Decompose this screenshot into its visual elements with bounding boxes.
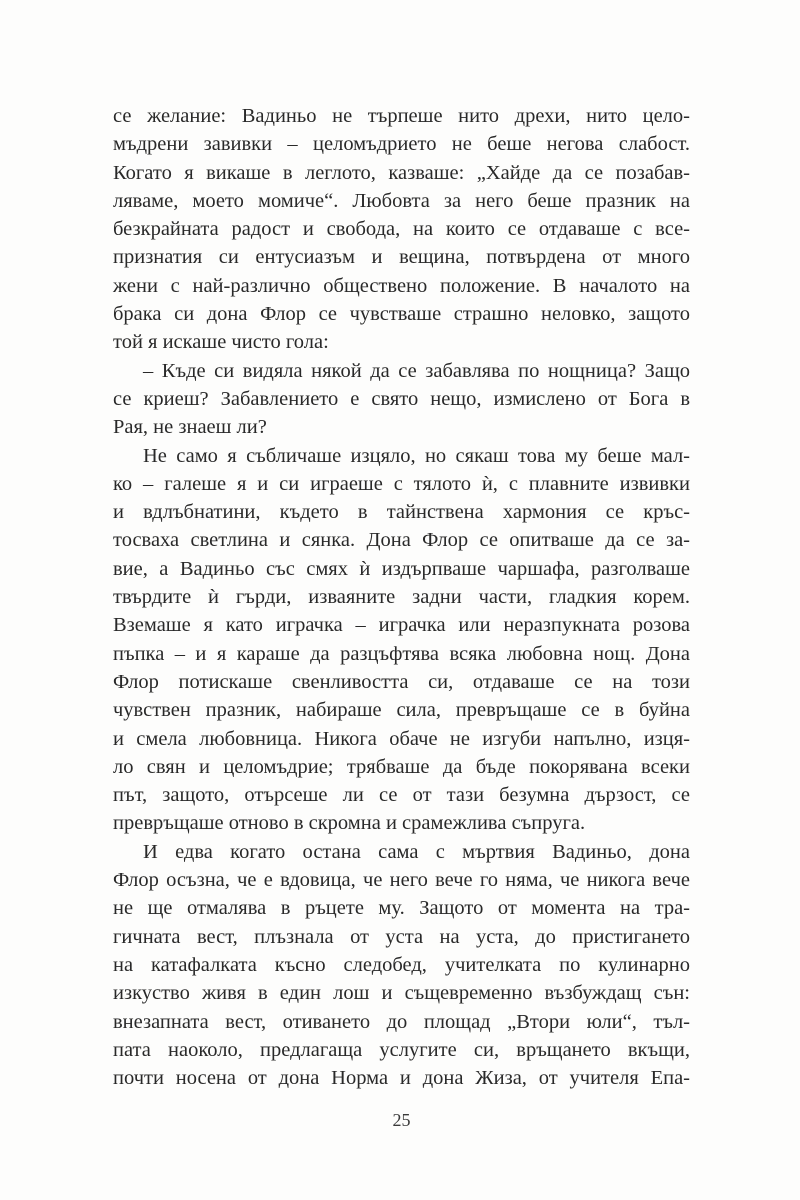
text-line: Вземаше я като играчка – играчка или неразпукната розова <box>113 614 690 637</box>
text-line: се криеш? Забавлението е свято нещо, измислено от Бога в <box>113 387 690 410</box>
text-line: мъдрени завивки – целомъдрието не беше негова слабост. <box>113 133 690 156</box>
text-line: Рая, не знаеш ли? <box>113 416 267 439</box>
text-line: ляваме, моето момиче“. Любовта за него беше празник на <box>113 189 690 212</box>
text-line: безкрайната радост и свобода, на които се отдаваше с все- <box>113 218 690 241</box>
text-line: превръщаше отново в скромна и срамежлива съпруга. <box>113 812 586 835</box>
text-line: се желание: Вадиньо не търпеше нито дрехи, нито цело- <box>113 105 690 127</box>
text-line: Флор потискаше свенливостта си, отдаваше се на този <box>113 670 690 693</box>
text-line: брака си дона Флор се чувстваше страшно неловко, защото <box>113 303 690 326</box>
text-line: път, защото, отърсеше ли се от тази безумна дързост, се <box>113 784 690 807</box>
text-line: изкуство живя в един лош и същевременно възбуждащ сън: <box>113 982 690 1005</box>
text-line: и вдлъбнатини, където в тайнствена хармония се кръс- <box>113 501 690 524</box>
text-line: ко – галеше я и си играеше с тялото ѝ, с плавните извивки <box>113 472 690 495</box>
text-line: – Къде си видяла някой да се забавлява по нощница? Защо <box>143 359 690 382</box>
text-line: той я искаше чисто гола: <box>113 331 329 354</box>
text-line: вие, а Вадиньо със смях ѝ издърпваше чаршафа, разголваше <box>113 557 690 580</box>
text-line: Не само я събличаше изцяло, но сякаш това му беше мал- <box>143 444 690 467</box>
text-line: и смела любовница. Никога обаче не изгуби напълно, изця- <box>113 727 690 750</box>
text-line: жени с най-различно обществено положение. В началото на <box>113 274 690 297</box>
text-line: твърдите ѝ гърди, изваяните задни части, гладкия корем. <box>113 586 690 609</box>
text-line: И едва когато остана сама с мъртвия Вадиньо, дона <box>143 840 690 863</box>
page-text-block <box>113 102 690 1092</box>
text-line: не ще отмалява в ръцете му. Защото от момента на тра- <box>113 897 690 920</box>
text-line: пата наоколо, предлагаща услугите си, връщането вкъщи, <box>113 1038 690 1061</box>
text-line: Флор осъзна, че е вдовица, че него вече го няма, че никога вече <box>113 869 690 892</box>
text-line: на катафалката късно следобед, учителката по кулинарно <box>113 953 690 976</box>
text-line: признатия си ентусиазъм и вещина, потвърдена от много <box>113 246 690 269</box>
text-line: чувствен празник, набираше сила, превръщаше се в буйна <box>113 699 690 722</box>
text-line: почти носена от дона Норма и дона Жиза, от учителя Епа- <box>113 1067 690 1090</box>
text-line: ло свян и целомъдрие; трябваше да бъде покорявана всеки <box>113 755 690 778</box>
text-line: внезапната вест, отиването до площад „Втори юли“, тъл- <box>113 1010 690 1033</box>
text-line: Когато я викаше в леглото, казваше: „Хайде да се позабав- <box>113 161 690 184</box>
text-line: пъпка – и я караше да разцъфтява всяка любовна нощ. Дона <box>113 642 690 665</box>
text-line: гичната вест, плъзнала от уста на уста, до пристигането <box>113 925 690 948</box>
page-number: 25 <box>392 1110 411 1130</box>
text-line: тосваха светлина и сянка. Дона Флор се опитваше да се за- <box>113 529 690 552</box>
